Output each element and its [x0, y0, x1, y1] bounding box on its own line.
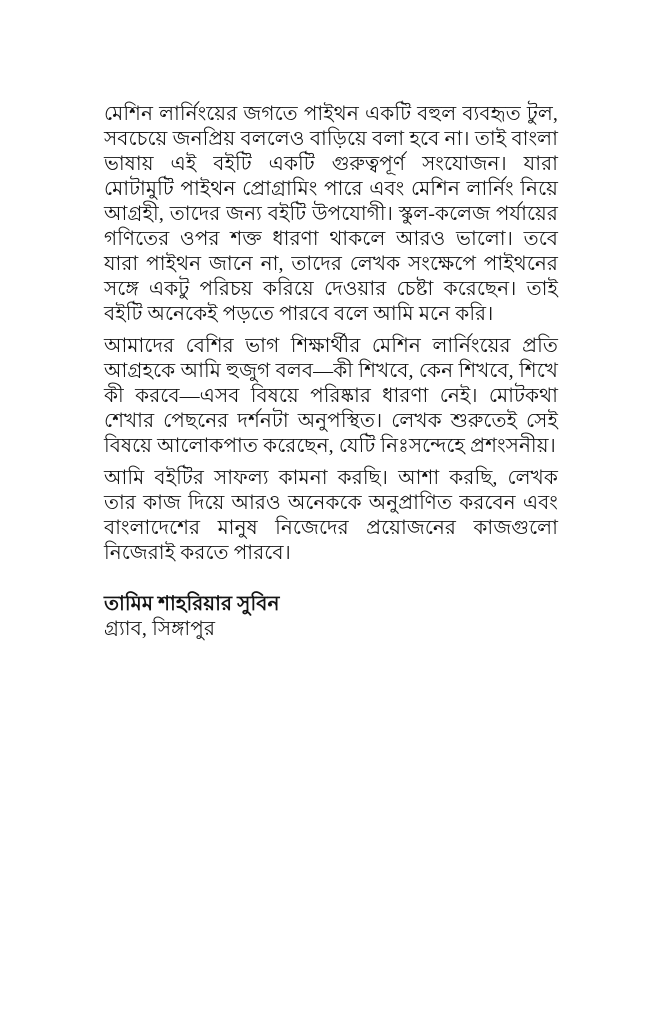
signature-block — [104, 592, 558, 642]
paragraph-1: মেশিন লার্নিংয়ের জগতে পাইথন একটি বহুল ব্যবহৃত টুল, সবচেয়ে জনপ্রিয় বললেও বাড়িয়ে বলা হবে না। তাই বাংলা ভাষায় এই বইটি একটি গুরুত্বপূর্ণ সংযোজন। যারা মোটামুটি পাইথন প্রোগ্রামিং পারে এবং মেশিন লার্নিং নিয়ে আগ্রহী, তাদের জন্য বইটি উপযোগী। স্কুল-কলেজ পর্যায়ের গণিতের ওপর শক্ত ধারণা থাকলে আরও ভালো। তবে যারা পাইথন জানে না, তাদের লেখক সংক্ষেপে পাইথনের সঙ্গে একটু পরিচয় করিয়ে দেওয়ার চেষ্টা করেছেন। তাই বইটি অনেকেই পড়তে পারবে বলে আমি মনে করি। — [104, 103, 558, 325]
foreword-text-block — [104, 102, 558, 642]
signature-name: তামিম শাহরিয়ার সুবিন — [104, 593, 280, 615]
paragraph-2: আমাদের বেশির ভাগ শিক্ষার্থীর মেশিন লার্নিংয়ের প্রতি আগ্রহকে আমি হুজুগ বলব—কী শিখবে, কেন শিখবে, শিখে কী করবে—এসব বিষয়ে পরিষ্কার ধারণা নেই। মোটকথা শেখার পেছনের দর্শনটা অনুপস্থিত। লেখক শুরুতেই সেই বিষয়ে আলোকপাত করেছেন, যেটি নিঃসন্দেহে প্রশংসনীয়। — [104, 335, 558, 457]
signature-affiliation: গ্র্যাব, সিঙ্গাপুর — [104, 618, 216, 640]
paragraph-3: আমি বইটির সাফল্য কামনা করছি। আশা করছি, লেখক তার কাজ দিয়ে আরও অনেককে অনুপ্রাণিত করবেন এবং বাংলাদেশের মানুষ নিজেদের প্রয়োজনের কাজগুলো নিজেরাই করতে পারবে। — [104, 467, 558, 564]
